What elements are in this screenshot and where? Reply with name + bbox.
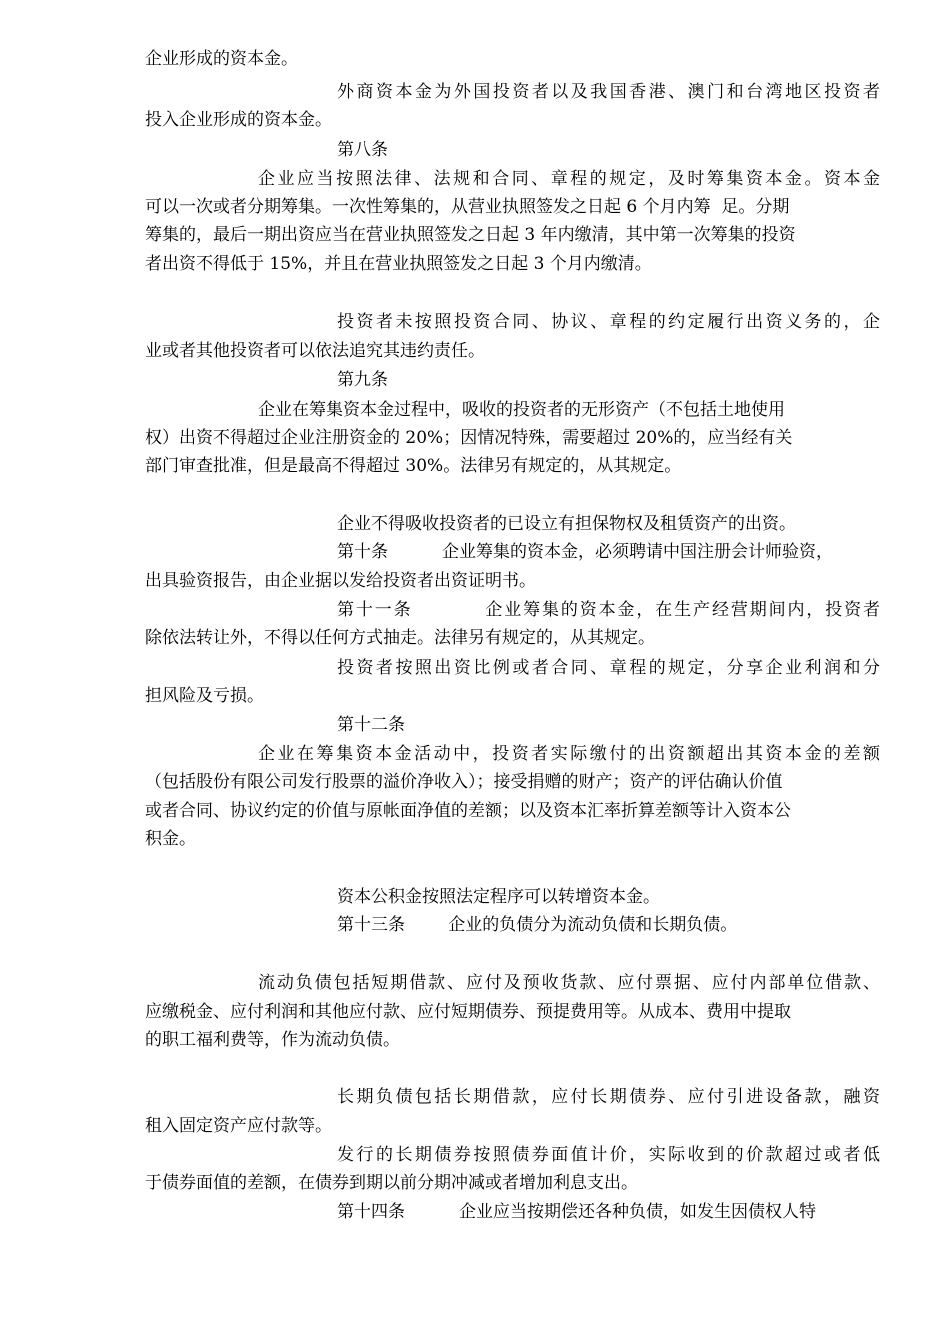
text-line: 企业形成的资本金。: [145, 49, 298, 69]
text-line: 企业在筹集资本金过程中，吸收的投资者的无形资产（不包括土地使用: [258, 400, 785, 420]
text-line: （包括股份有限公司发行股票的溢价净收入）；接受捐赠的财产；资产的评估确认价值: [145, 772, 783, 792]
text-line: 第十条 企业筹集的资本金，必须聘请中国注册会计师验资，: [337, 542, 834, 562]
text-line: 资本公积金按照法定程序可以转增资本金。: [337, 887, 660, 907]
text-line: 长期负债包括长期借款，应付长期债券、应付引进设备款，融资: [337, 1087, 880, 1107]
article-heading: 第十二条: [337, 715, 405, 735]
text-line: 业或者其他投资者可以依法追究其违约责任。: [145, 341, 485, 361]
text-line: 企业不得吸收投资者的已设立有担保物权及租赁资产的出资。: [337, 514, 796, 534]
text-line: 租入固定资产应付款等。: [145, 1116, 332, 1136]
text-line: 出具验资报告，由企业据以发给投资者出资证明书。: [145, 571, 536, 591]
text-line: 第十一条 企业筹集的资本金，在生产经营期间内，投资者: [337, 600, 880, 620]
text-line: 应缴税金、应付利润和其他应付款、应付短期债券、预提费用等。从成本、费用中提取: [145, 1002, 791, 1022]
text-line: 积金。: [145, 829, 196, 849]
text-line: 投入企业形成的资本金。: [145, 110, 332, 130]
text-line: 者出资不得低于 15%，并且在营业执照签发之日起 3 个月内缴清。: [145, 254, 652, 274]
text-line: 第十四条 企业应当按期偿还各种负债，如发生因债权人特: [337, 1202, 817, 1222]
text-line: 的职工福利费等，作为流动负债。: [145, 1030, 400, 1050]
text-line: 部门审查批准，但是最高不得超过 30%。法律另有规定的，从其规定。: [145, 456, 682, 476]
text-line: 于债券面值的差额，在债券到期以前分期冲减或者增加利息支出。: [145, 1173, 638, 1193]
text-line: 企业应当按照法律、法规和合同、章程的规定，及时筹集资本金。资本金: [258, 169, 880, 189]
text-line: 第十三条 企业的负债分为流动负债和长期负债。: [337, 915, 738, 935]
text-line: 或者合同、协议约定的价值与原帐面净值的差额；以及资本汇率折算差额等计入资本公: [145, 801, 791, 821]
text-line: 发行的长期债券按照债券面值计价，实际收到的价款超过或者低: [337, 1145, 880, 1165]
text-line: 筹集的，最后一期出资应当在营业执照签发之日起 3 年内缴清，其中第一次筹集的投资: [145, 225, 796, 245]
text-line: 可以一次或者分期筹集。一次性筹集的，从营业执照签发之日起 6 个月内筹 足。分期: [145, 197, 790, 217]
text-line: 企业在筹集资本金活动中，投资者实际缴付的出资额超出其资本金的差额: [258, 744, 880, 764]
text-line: 外商资本金为外国投资者以及我国香港、澳门和台湾地区投资者: [337, 82, 880, 102]
text-line: 流动负债包括短期借款、应付及预收货款、应付票据、应付内部单位借款、: [258, 973, 880, 993]
text-line: 担风险及亏损。: [145, 686, 264, 706]
article-heading: 第九条: [337, 370, 388, 390]
text-line: 权）出资不得超过企业注册资金的 20%；因情况特殊，需要超过 20%的，应当经有关: [145, 428, 793, 448]
text-line: 投资者按照出资比例或者合同、章程的规定，分享企业利润和分: [337, 658, 880, 678]
text-line: 投资者未按照投资合同、协议、章程的约定履行出资义务的，企: [337, 312, 880, 332]
text-line: 除依法转让外，不得以任何方式抽走。法律另有规定的，从其规定。: [145, 628, 655, 648]
article-heading: 第八条: [337, 140, 388, 160]
